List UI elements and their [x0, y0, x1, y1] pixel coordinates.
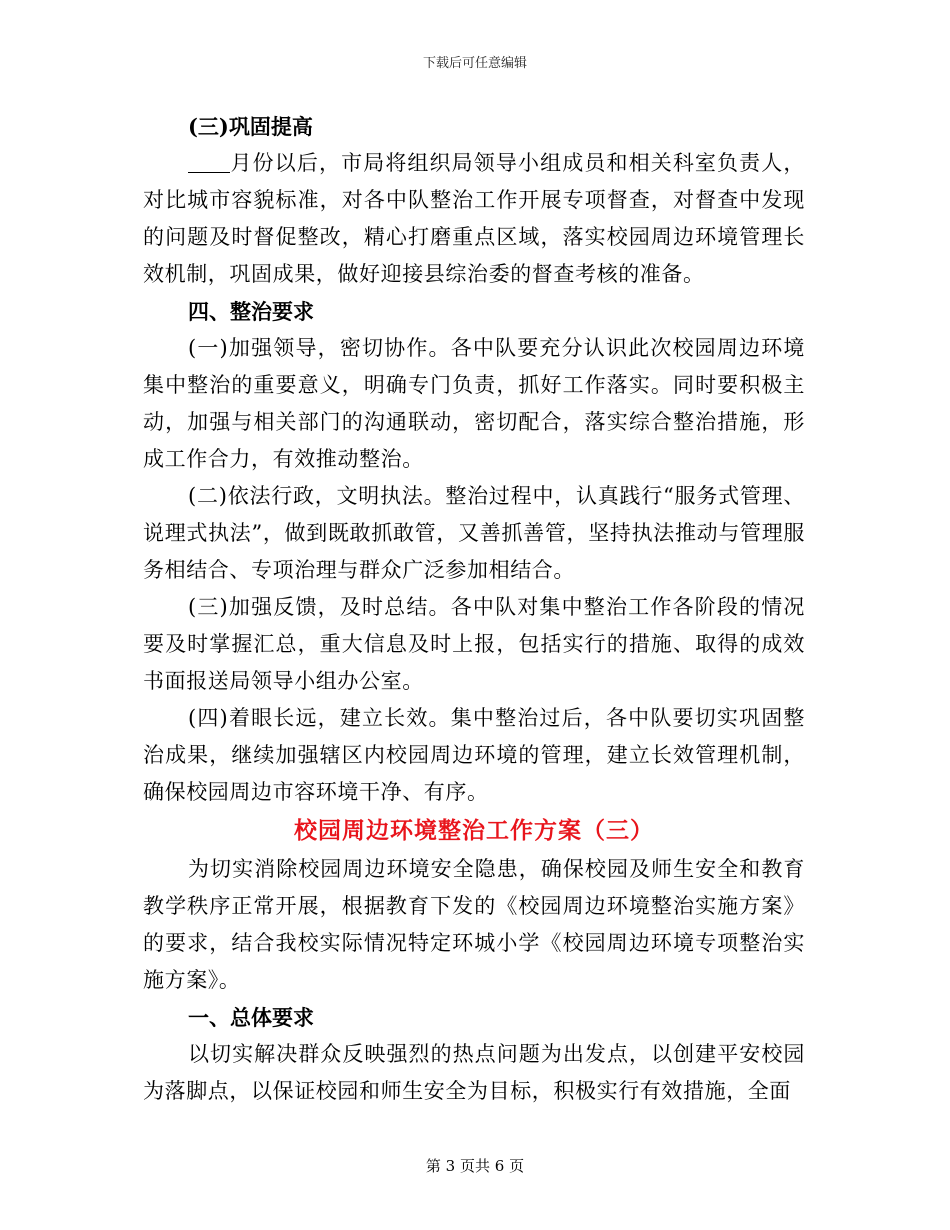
paragraph-requirement-2: (二)依法行政，文明执法。整治过程中，认真践行“服务式管理、说理式执法”，做到既敢抓敢管，又善抓善管，坚持执法推动与管理服务相结合、专项治理与群众广泛参加相结合。 [143, 484, 805, 582]
section-heading-consolidate: (三)巩固提高 [188, 114, 313, 139]
page-footer: 第 3 页共 6 页 [425, 1157, 525, 1175]
paragraph-consolidate-text: 月份以后，市局将组织局领导小组成员和相关科室负责人，对比城市容貌标准，对各中队整治工作开展专项督查，对督查中发现的问题及时督促整改，精心打磨重点区域，落实校园周边环境管理长效机制，巩固成果，做好迎接县综治委的督查考核的准备。 [143, 151, 805, 286]
header-note: 下载后可任意编辑 [422, 56, 527, 71]
paragraph-requirement-4: (四)着眼长远，建立长效。集中整治过后，各中队要切实巩固整治成果，继续加强辖区内校园周边环境的管理，建立长效管理机制，确保校园周边市容环境干净、有序。 [143, 706, 805, 804]
paragraph-requirement-3: (三)加强反馈，及时总结。各中队对集中整治工作各阶段的情况要及时掌握汇总，重大信息及时上报，包括实行的措施、取得的成效书面报送局领导小组办公室。 [143, 595, 805, 693]
paragraph-intro: 为切实消除校园周边环境安全隐患，确保校园及师生安全和教育教学秩序正常开展，根据教育下发的《校园周边环境整治实施方案》的要求，结合我校实际情况特定环城小学《校园周边环境专项整治实施方案》。 [143, 857, 805, 992]
section-heading-requirements: 四、整治要求 [188, 299, 314, 324]
fill-in-blank [188, 150, 230, 173]
paragraph-requirement-1: (一)加强领导，密切协作。各中队要充分认识此次校园周边环境集中整治的重要意义，明确专门负责，抓好工作落实。同时要积极主动，加强与相关部门的沟通联动，密切配合，落实综合整治措施，形成工作合力，有效推动整治。 [143, 336, 805, 471]
document-title: 校园周边环境整治工作方案（三） [294, 817, 654, 844]
paragraph-general: 以切实解决群众反映强烈的热点问题为出发点，以创建平安校园为落脚点，以保证校园和师生安全为目标，积极实行有效措施，全面 [143, 1042, 805, 1103]
section-heading-general: 一、总体要求 [188, 1005, 314, 1030]
paragraph-consolidate [143, 145, 805, 293]
document-body [143, 108, 805, 1110]
